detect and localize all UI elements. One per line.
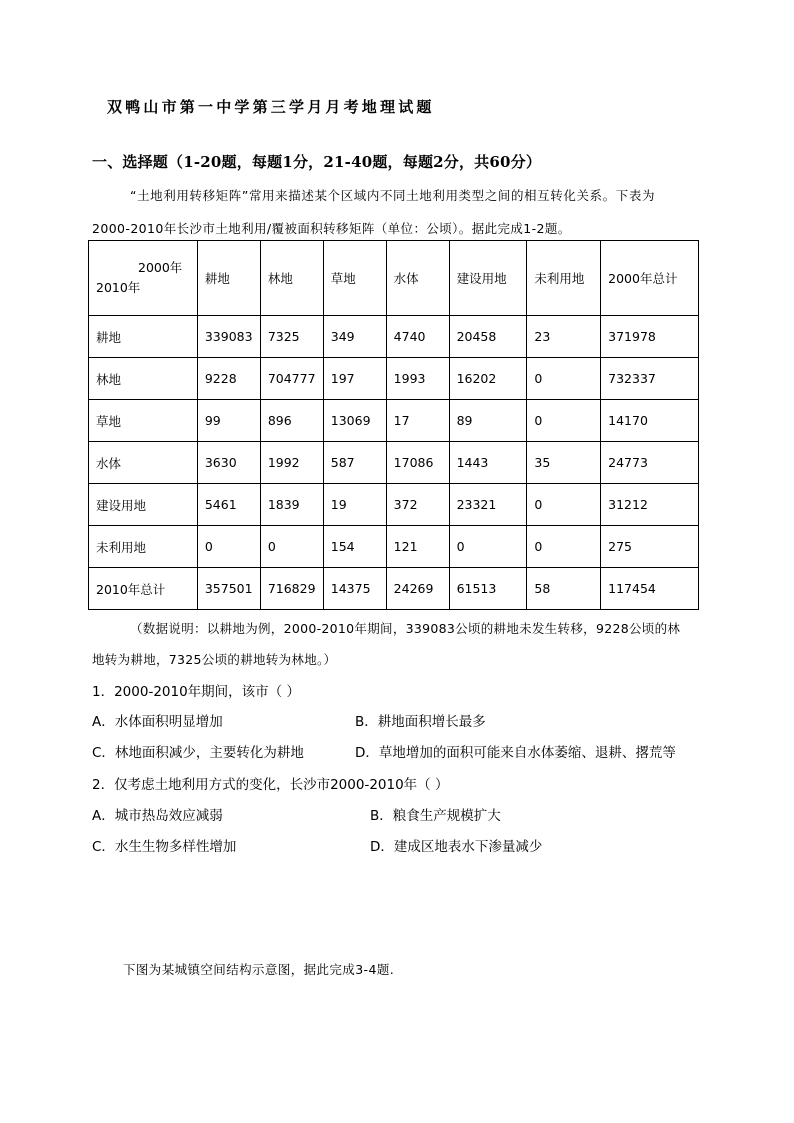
table-cell: 1443 [449, 442, 527, 484]
table-cell: 349 [323, 316, 386, 358]
question-1-option-b: B．耕地面积增长最多 [355, 714, 486, 730]
question-2-stem: 2．仅考虑土地利用方式的变化，长沙市2000-2010年（ ） [92, 777, 449, 793]
table-cell: 275 [601, 526, 699, 568]
table-cell: 704777 [260, 358, 323, 400]
question-2-option-a: A．城市热岛效应减弱 [92, 808, 223, 824]
header-cell: 水体 [386, 241, 449, 316]
table-cell: 0 [527, 484, 601, 526]
table-cell: 1839 [260, 484, 323, 526]
table-cell: 1992 [260, 442, 323, 484]
header-cell: 2000年总计 [601, 241, 699, 316]
intro-text-line-2: 2000-2010年长沙市土地利用/覆被面积转移矩阵（单位：公顷）。据此完成1-2题。 [92, 221, 571, 236]
table-cell: 339083 [197, 316, 260, 358]
page-title: 双鸭山市第一中学第三学月月考地理试题 [107, 98, 435, 116]
table-cell: 31212 [601, 484, 699, 526]
table-row [89, 526, 699, 568]
table-corner-cell [89, 241, 198, 316]
table-cell: 17 [386, 400, 449, 442]
table-cell: 24773 [601, 442, 699, 484]
table-cell: 197 [323, 358, 386, 400]
table-row [89, 358, 699, 400]
question-2-option-c: C．水生生物多样性增加 [92, 839, 237, 855]
table-cell: 17086 [386, 442, 449, 484]
header-cell: 林地 [260, 241, 323, 316]
question-1-option-d: D．草地增加的面积可能来自水体萎缩、退耕、撂荒等 [355, 745, 676, 761]
question-2-option-d: D．建成区地表水下渗量减少 [370, 839, 543, 855]
row-label: 建设用地 [89, 484, 198, 526]
row-label: 草地 [89, 400, 198, 442]
table-cell: 1993 [386, 358, 449, 400]
table-cell: 732337 [601, 358, 699, 400]
table-cell: 14170 [601, 400, 699, 442]
table-cell: 716829 [260, 568, 323, 610]
table-cell: 0 [260, 526, 323, 568]
table-cell: 23 [527, 316, 601, 358]
corner-label-2010: 2010年 [96, 280, 141, 295]
intro-text-line-1: “土地利用转移矩阵”常用来描述某个区域内不同土地利用类型之间的相互转化关系。下表为 [130, 188, 656, 203]
row-label: 未利用地 [89, 526, 198, 568]
table-row [89, 484, 699, 526]
table-cell: 371978 [601, 316, 699, 358]
table-cell: 9228 [197, 358, 260, 400]
table-cell: 121 [386, 526, 449, 568]
table-cell: 16202 [449, 358, 527, 400]
next-section-intro: 下图为某城镇空间结构示意图，据此完成3-4题. [123, 962, 395, 977]
table-cell: 61513 [449, 568, 527, 610]
table-cell: 4740 [386, 316, 449, 358]
header-cell: 未利用地 [527, 241, 601, 316]
table-cell: 587 [323, 442, 386, 484]
table-cell: 7325 [260, 316, 323, 358]
header-cell: 草地 [323, 241, 386, 316]
table-cell: 0 [527, 400, 601, 442]
table-cell: 19 [323, 484, 386, 526]
row-label: 水体 [89, 442, 198, 484]
question-1-option-a: A．水体面积明显增加 [92, 714, 223, 730]
table-row [89, 316, 699, 358]
table-row [89, 442, 699, 484]
table-cell: 117454 [601, 568, 699, 610]
table-cell: 58 [527, 568, 601, 610]
question-1-stem: 1．2000-2010年期间，该市（ ） [92, 684, 300, 700]
question-1-option-c: C．林地面积减少，主要转化为耕地 [92, 745, 304, 761]
table-cell: 0 [527, 526, 601, 568]
table-cell: 0 [449, 526, 527, 568]
table-cell: 0 [197, 526, 260, 568]
table-cell: 372 [386, 484, 449, 526]
table-cell: 35 [527, 442, 601, 484]
table-cell: 99 [197, 400, 260, 442]
header-cell: 建设用地 [449, 241, 527, 316]
row-label: 林地 [89, 358, 198, 400]
table-cell: 89 [449, 400, 527, 442]
data-note-line-1: （数据说明：以耕地为例，2000-2010年期间，339083公顷的耕地未发生转移，9228公顷的林 [130, 621, 681, 636]
table-cell: 13069 [323, 400, 386, 442]
table-cell: 20458 [449, 316, 527, 358]
table-cell: 0 [527, 358, 601, 400]
table-total-row [89, 568, 699, 610]
table-cell: 3630 [197, 442, 260, 484]
table-header-row [89, 241, 699, 316]
row-label: 耕地 [89, 316, 198, 358]
question-2-option-b: B．粮食生产规模扩大 [370, 808, 501, 824]
table-cell: 14375 [323, 568, 386, 610]
table-cell: 23321 [449, 484, 527, 526]
table-cell: 896 [260, 400, 323, 442]
table-row [89, 400, 699, 442]
corner-label-2000: 2000年 [138, 260, 183, 275]
data-note-line-2: 地转为耕地，7325公顷的耕地转为林地。） [92, 652, 337, 667]
table-cell: 357501 [197, 568, 260, 610]
land-use-transfer-matrix [88, 240, 699, 610]
header-cell: 耕地 [197, 241, 260, 316]
table-cell: 154 [323, 526, 386, 568]
table-cell: 5461 [197, 484, 260, 526]
row-label: 2010年总计 [89, 568, 198, 610]
table-cell: 24269 [386, 568, 449, 610]
section-heading: 一、选择题（1-20题，每题1分，21-40题，每题2分，共60分） [92, 153, 542, 171]
